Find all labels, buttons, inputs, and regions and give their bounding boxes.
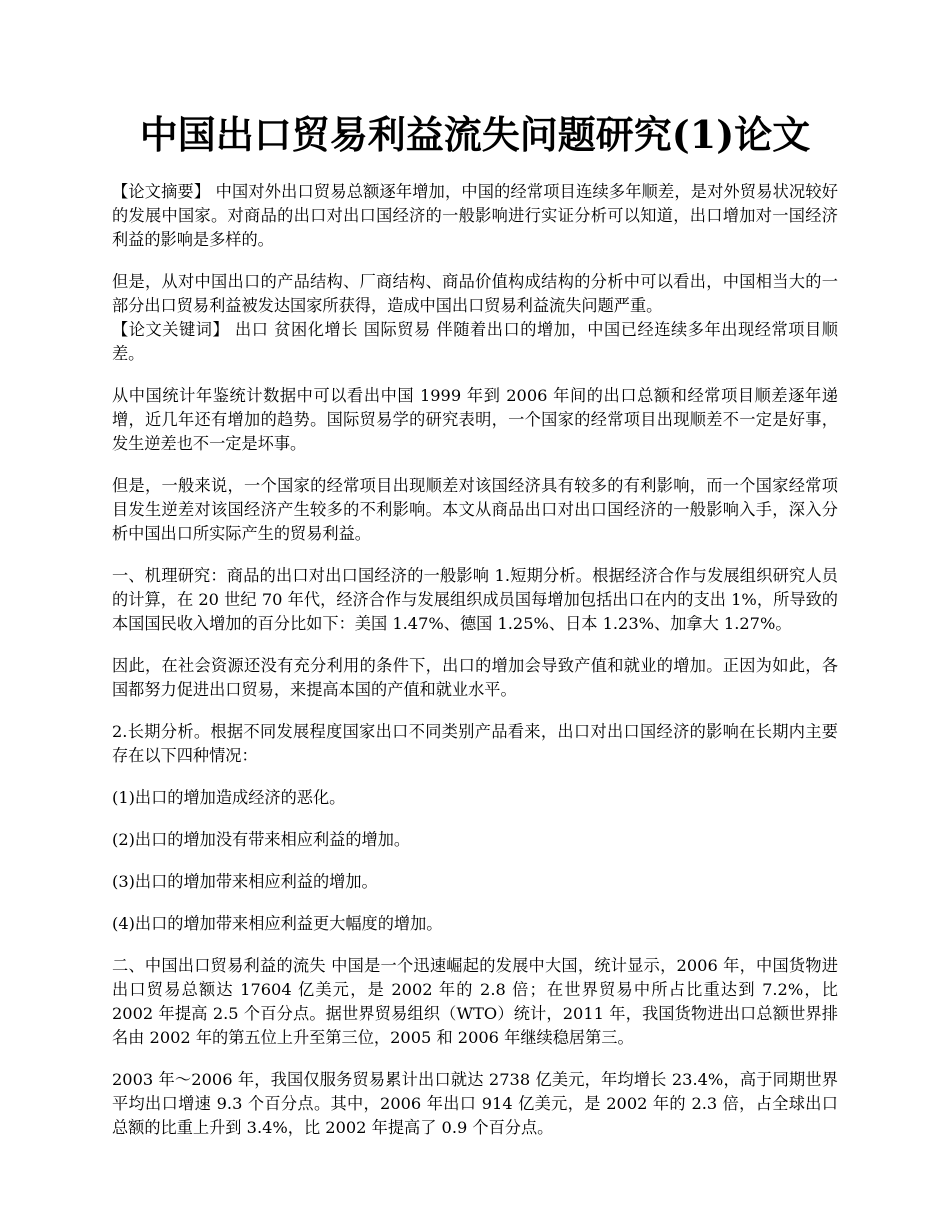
section-one-paragraph: 一、机理研究：商品的出口对出口国经济的一般影响 1.短期分析。根据经济合作与发展组织研究人员的计算，在 20 世纪 70 年代，经济合作与发展组织成员国每增加包括出口在内的支出 1%，所导致的本国国民收入增加的百分比如下：美国 1.47%、德国 1.25%、日本 1.23%、加拿大 1.27%。 [112, 566, 838, 633]
keywords-paragraph: 【论文关键词】 出口 贫困化增长 国际贸易 伴随着出口的增加，中国已经连续多年出现经常项目顺差。 [112, 320, 838, 363]
body-paragraph: 因此，在社会资源还没有充分利用的条件下，出口的增加会导致产值和就业的增加。正因为如此，各国都努力促进出口贸易，来提高本国的产值和就业水平。 [112, 656, 838, 699]
body-paragraph: 从中国统计年鉴统计数据中可以看出中国 1999 年到 2006 年间的出口总额和经常项目顺差逐年递增，近几年还有增加的趋势。国际贸易学的研究表明，一个国家的经常项目出现顺差不一定是好事，发生逆差也不一定是坏事。 [112, 386, 838, 453]
body-paragraph: 但是，一般来说，一个国家的经常项目出现顺差对该国经济具有较多的有利影响，而一个国家经常项目发生逆差对该国经济产生较多的不利影响。本文从商品出口对出口国经济的一般影响入手，深入分析中国出口所实际产生的贸易利益。 [112, 476, 838, 543]
list-item: (4)出口的增加带来相应利益更大幅度的增加。 [112, 914, 443, 933]
document-title: 中国出口贸易利益流失问题研究(1)论文 [139, 112, 811, 157]
body-paragraph: 2.长期分析。根据不同发展程度国家出口不同类别产品看来，出口对出口国经济的影响在长期内主要存在以下四种情况： [112, 722, 838, 765]
list-item: (2)出口的增加没有带来相应利益的增加。 [112, 830, 411, 849]
section-two-paragraph: 二、中国出口贸易利益的流失 中国是一个迅速崛起的发展中大国，统计显示，2006 年，中国货物进出口贸易总额达 17604 亿美元，是 2002 年的 2.8 倍；在世界贸易中所占比重达到 7.2%，比 2002 年提高 2.5 个百分点。据世界贸易组织（WTO）统计，2011 年，我国货物进出口总额世界排名由 2002 年的第五位上升至第三位，2005 和 2006 年继续稳居第三。 [112, 956, 838, 1047]
document-body [112, 180, 838, 1158]
abstract-paragraph: 【论文摘要】 中国对外出口贸易总额逐年增加，中国的经常项目连续多年顺差，是对外贸易状况较好的发展中国家。对商品的出口对出口国经济的一般影响进行实证分析可以知道，出口增加对一国经济利益的影响是多样的。 [112, 182, 838, 249]
body-paragraph: 但是，从对中国出口的产品结构、厂商结构、商品价值构成结构的分析中可以看出，中国相当大的一部分出口贸易利益被发达国家所获得，造成中国出口贸易利益流失问题严重。 [112, 272, 838, 315]
list-item: (3)出口的增加带来相应利益的增加。 [112, 872, 378, 891]
list-item: (1)出口的增加造成经济的恶化。 [112, 788, 346, 807]
body-paragraph: 2003 年～2006 年，我国仅服务贸易累计出口就达 2738 亿美元，年均增长 23.4%，高于同期世界平均出口增速 9.3 个百分点。其中，2006 年出口 914 亿美元，是 2002 年的 2.3 倍，占全球出口总额的比重上升到 3.4%，比 2002 年提高了 0.9 个百分点。 [112, 1070, 838, 1137]
